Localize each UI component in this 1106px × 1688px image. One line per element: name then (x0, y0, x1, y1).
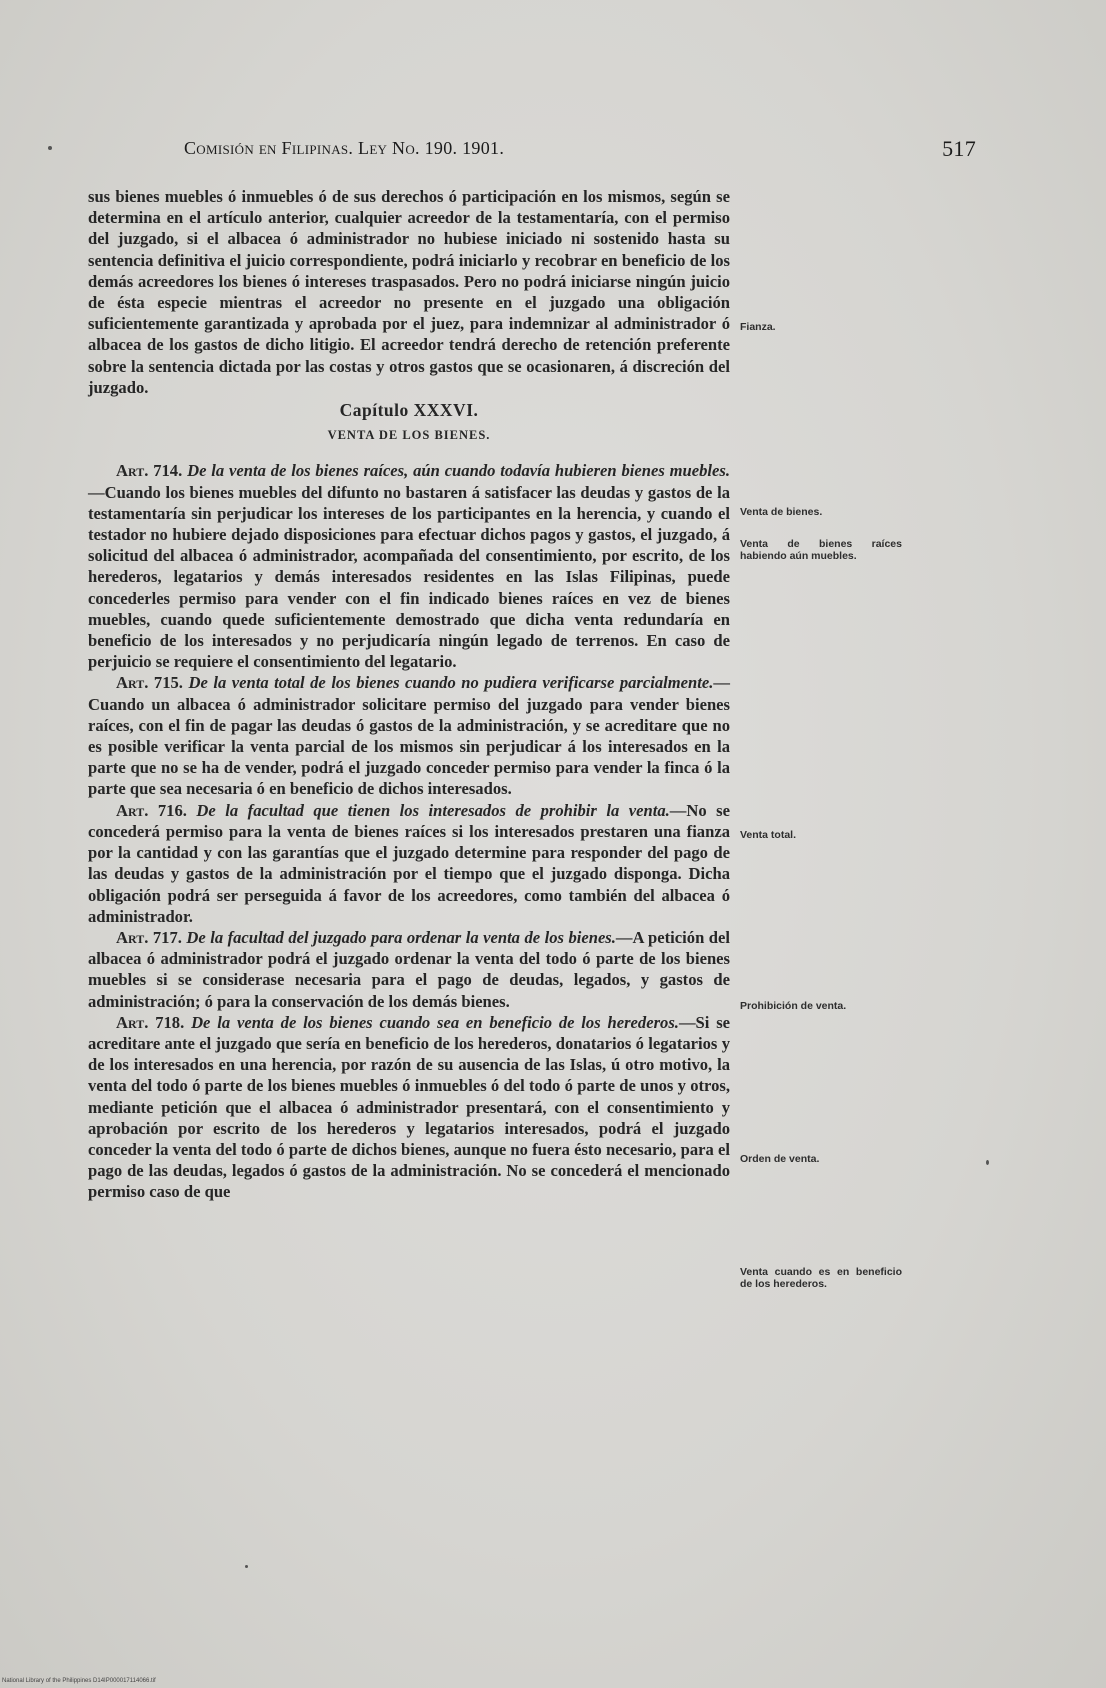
chapter-heading: Capítulo XXXVI. (339, 400, 479, 421)
article-title: De la facultad del juzgado para ordenar la venta de los bienes. (186, 927, 616, 947)
article-text: —No se concederá permiso para la venta de bienes raíces si los interesados prestaren una fianza por la cantidad y con las garantías que el juzgado determine para responder del pago de las deudas y gastos de la administración por el tiempo que el juzgado disponga. Dicha obligación podrá ser perseguida á favor de los acreedores, como también del albacea ó administrador. (88, 800, 730, 926)
article-716 (88, 800, 730, 927)
article-text: —Cuando un albacea ó administrador solicitare permiso del juzgado para vender bienes raíces, con el fin de pagar las deudas ó gastos de la administración, y se acreditare que no es posible verificar la venta parcial de los mismos sin perjudicar á los interesados en la parte que no se ha de vender, podrá el juzgado conceder permiso para vender la finca ó la parte que sea necesaria ó en beneficio de dichos interesados. (88, 673, 730, 799)
section-heading: VENTA DE LOS BIENES. (327, 428, 491, 443)
article-number: Art. 714. (116, 461, 183, 481)
scan-speck (986, 1160, 989, 1165)
article-text: —A petición del albacea ó administrador podrá el juzgado ordenar la venta del todo ó parte de los bienes muebles si se considerase necesaria para el pago de deudas, legados, y gastos de administración; ó para la conservación de los demás bienes. (88, 927, 730, 1011)
margin-note-venta-bienes: Venta de bienes. (740, 506, 823, 518)
scan-speck (245, 1565, 248, 1568)
article-714 (88, 460, 730, 672)
article-718 (88, 1012, 730, 1203)
article-title: De la venta de los bienes raíces, aún cuando todavía hubieren bienes muebles. (187, 461, 730, 481)
margin-note-prohibicion: Prohibición de venta. (740, 1000, 847, 1012)
scan-credit: National Library of the Philippines D14IP000017114066.tif (2, 1678, 156, 1684)
article-number: Art. 718. (116, 1012, 185, 1032)
page-number: 517 (942, 136, 976, 161)
article-number: Art. 717. (116, 927, 182, 947)
paragraph-continuation: sus bienes muebles ó inmuebles ó de sus derechos ó participación en los mismos, según se determina en el artículo anterior, cualquier acreedor de la testamentaría, con el permiso del juzgado, si el albacea ó administrador no hubiese iniciado ni sostenido hasta su sentencia definitiva el juicio correspondiente, podrá iniciarlo y recobrar en beneficio de los demás acreedores los bienes ó intereses traspasados. Pero no podrá iniciarse ningún juicio de ésta especie mientras el acreedor no presente en el juzgado una obligación suficientemente garantizada y aprobada por el juez, para indemnizar al administrador ó albacea de los gastos de dicho litigio. El acreedor tendrá derecho de retención preferente sobre la sentencia dictada por las costas y otros gastos que se ocasionaren, á discreción del juzgado. (88, 187, 730, 397)
scan-speck (48, 146, 52, 150)
article-title: De la venta total de los bienes cuando no pudiera verificarse parcialmente. (188, 673, 714, 693)
margin-note-raices: Venta de bienes raíces habiendo aún muebles. (740, 538, 902, 562)
article-text: —Cuando los bienes muebles del difunto no bastaren á satisfacer las deudas y gastos de la testamentaría sin perjudicar los intereses de los participantes en la herencia, y cuando el testador no hubiere dejado disposiciones para efectuar dichos pagos y gastos, el juzgado, á solicitud del albacea ó administrador, acompañada del consentimiento, por escrito, de los herederos, legatarios y demás interesados residentes en las Islas Filipinas, puede concederles permiso para vender con el fin indicado bienes raíces en vez de bienes muebles, cuando quede suficientemente demostrado que dicha venta redundaría en beneficio de los interesados y no perjudicaría ningún legado de terrenos. En caso de perjuicio se requiere el consentimiento del legatario. (88, 482, 730, 672)
margin-note-orden: Orden de venta. (740, 1153, 820, 1165)
article-number: Art. 716. (116, 800, 187, 820)
margin-note-fianza: Fianza. (740, 321, 776, 333)
margin-note-total: Venta total. (740, 829, 797, 841)
running-head: Comisión en Filipinas. Ley No. 190. 1901. (184, 138, 505, 158)
article-text: —Si se acreditare ante el juzgado que sería en beneficio de los herederos, donatarios ó legatarios y de los interesados en una herencia, por razón de su ausencia de las Islas, ú otro motivo, la venta del todo ó parte de los bienes muebles ó inmuebles ó del todo ó parte de unos y otros, mediante petición que el albacea ó administrador presentará, con el consentimiento y aprobación por escrito de los herederos y legatarios interesados, podrá el juzgado conceder la venta del todo ó parte de dichos bienes, aunque no fuera ésto necesario, para el pago de las deudas, legados ó gastos de la administración. No se concederá el mencionado permiso caso de que (88, 1012, 731, 1202)
article-title: De la facultad que tienen los interesados de prohibir la venta. (196, 800, 670, 820)
article-715 (88, 672, 730, 799)
page-header (184, 136, 976, 162)
margin-note-herederos: Venta cuando es en beneficio de los herederos. (740, 1266, 902, 1290)
body-text (88, 186, 730, 1203)
article-717 (88, 927, 730, 1012)
article-number: Art. 715. (116, 673, 183, 693)
article-title: De la venta de los bienes cuando sea en beneficio de los herederos. (191, 1012, 679, 1032)
